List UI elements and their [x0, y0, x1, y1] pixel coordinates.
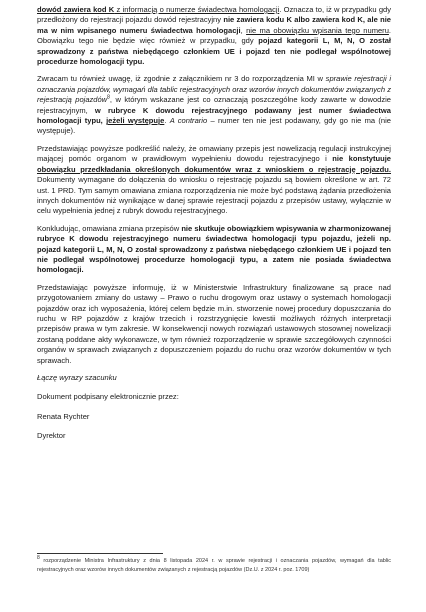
- text-run: ,: [240, 25, 247, 35]
- text-run: nie konstytuuje: [332, 154, 392, 164]
- text-run: nie zawiera kodu K albo zawiera kod K, ale nie ma w nim wpisanego numeru świadectwa homologacji: [37, 15, 391, 35]
- text-run: Przedstawiając powyższe informuję, iż w Ministerstwie Infrastruktury finalizowane są prace nad przygotowaniem zmiany do ustawy – Prawo o ruchu drogowym oraz ustawy o systemach homologacji pojazdów oraz ich wyposażenia, której celem będzie m.in. stworzenie nowej procedury dopuszczania do ruchu w RP pojazdów z krajów trzecich i rozstrzygnięcie kwestii możliwych różnych interpretacji przepisów prawa w tym zakresie. W konsekwencji nowych rozwiązań ustawowych stosownej nowelizacji zostaną poddane akty wykonawcze, w tym również rozporządzenie w sprawie szczegółowych czynności organów w sprawach związanych z dopuszczeniem pojazdu do ruchu oraz wzorów dokumentów w tych sprawach.: [37, 282, 391, 365]
- text-run: nie skutkuje obowiązkiem wpisywania w zharmonizowanej rubryce K dowodu rejestracyjnego numeru świadectwa homologacji typu pojazdu, jeżeli np. pojazd kategorii L, M, N, O został sprowadzony z państwa niebędącego członkiem UE i pojazd ten nie podlegał wspólnotowej procedurze homologacji typu, a zatem nie posiada świadectwa homologacji.: [37, 223, 392, 275]
- text-run: – numer ten nie jest podawany, gdy go nie ma (nie występuje).: [37, 116, 391, 136]
- text-run: Konkludując, omawiana zmiana przepisów: [37, 223, 182, 233]
- text-run: Dokumenty wymagane do dołączenia do wniosku o rejestrację pojazdu są bowiem określone w art. 72 ust. 1 PRD. Tym samym omawiana zmiana rozporządzenia nie może być podstawą żądania przedłożenia innych dokumentów niż wynikające w danej sprawie rejestracji pojazdu z przepisów ustawy, wyłącznie w celu wypełnienia jednej z rubryk dowodu rejestracyjnego.: [37, 175, 391, 216]
- footnote: [37, 557, 391, 575]
- text-run: pojazd kategorii L, M, N, O został sprowadzony z państwa niebędącego członkiem UE i pojazd ten nie podlegał wspólnotowej procedurze homologacji typu.: [37, 36, 392, 67]
- text-run: Przedstawiając powyższe podkreślić należy, że omawiany przepis jest nowelizacją regulacji instrukcyjnej mającej pomóc organom w prawidłowym wypełnieniu dowodu rejestracyjnego i: [37, 143, 391, 164]
- footnote-divider: [37, 553, 163, 554]
- footnote-marker: 8: [37, 555, 40, 562]
- signature-note: Dokument podpisany elektronicznie przez:: [37, 392, 179, 402]
- paragraph-2: [37, 74, 391, 136]
- paragraph-1: [37, 5, 391, 67]
- text-run: Zwracam tu również uwagę, iż zgodnie z załącznikiem nr 3 do rozporządzenia MI w: [37, 74, 326, 84]
- text-run: A contrario: [169, 116, 208, 126]
- paragraph-3: [37, 144, 391, 217]
- text-run: , w którym wskazane jest co oznaczają poszczególne kody zawarte w dowodzie rejestracyjnym,: [37, 95, 391, 115]
- text-run: sprawie rejestracji i oznaczania pojazdów, wymagań dla tablic rejestracyjnych oraz wzorów innych dokumentów związanych z rejestracją pojazdów: [37, 74, 391, 105]
- text-run: nie ma obowiązku wpisania tego numeru: [246, 25, 389, 35]
- text-run: 8: [107, 94, 110, 101]
- text-run: dowód zawiera kod K: [37, 5, 115, 14]
- text-run: jeżeli występuje: [106, 116, 165, 126]
- letter-body: [37, 5, 391, 442]
- signer-name: Renata Rychter: [37, 411, 90, 421]
- text-run: . Obowiązku tego nie będzie więc również w przypadku, gdy: [37, 25, 392, 46]
- closing-greeting: Łączę wyrazy szacunku: [37, 373, 117, 382]
- text-run: z informacją o numerze świadectwa homologacji: [114, 5, 280, 14]
- text-run: obowiązku przedkładania określonych dokumentów wraz z wnioskiem o rejestrację pojazdu.: [37, 164, 391, 174]
- text-run: w rubryce K dowodu rejestracyjnego podawany jest numer świadectwa homologacji typu,: [37, 105, 391, 126]
- text-run: .: [164, 116, 170, 126]
- footnote-body: rozporządzenie Ministra Infrastruktury z dnia 8 listopada 2024 r. w sprawie rejestracji i oznaczania pojazdów, wymagań dla tablic rejestracyjnych oraz wzorów innych dokumentów związanych z rejestracją pojazdów (Dz.U. z 2024 r. poz. 1709): [37, 558, 391, 573]
- text-run: . Oznacza to, iż w przypadku gdy przedłożony do rejestracji pojazdu dowód rejestracyjny: [37, 5, 391, 25]
- signer-title: Dyrektor: [37, 431, 66, 441]
- paragraph-5: [37, 283, 391, 366]
- paragraph-4: [37, 224, 391, 276]
- footnote-text: [37, 557, 391, 575]
